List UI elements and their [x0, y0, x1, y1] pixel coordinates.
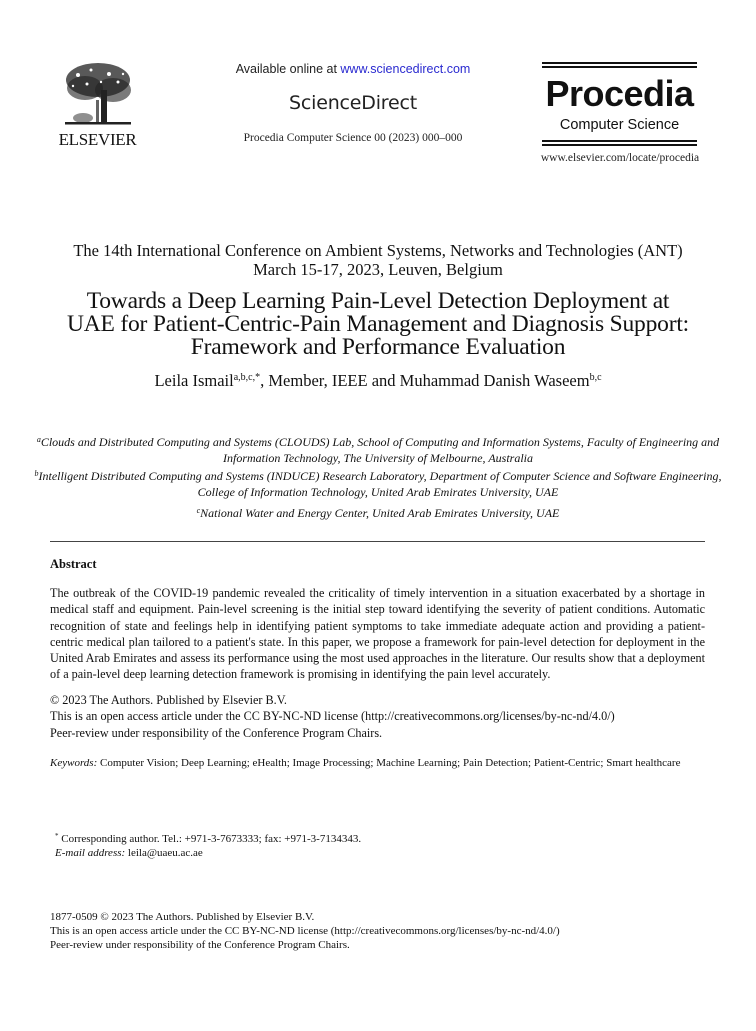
title-line: Towards a Deep Learning Pain-Level Detection Deployment at [86, 288, 670, 314]
author-affiliation-marks: a,b,c,* [233, 372, 261, 383]
footnote-corresponding [55, 829, 555, 846]
author-list [30, 371, 726, 391]
author-list-middle: , Member, IEEE and Muhammad Danish Waseem [260, 371, 590, 390]
affiliation-mark: a [36, 435, 41, 444]
procedia-logo [542, 62, 697, 146]
issn-copyright-line: 1877-0509 © 2023 The Authors. Published by Elsevier B.V. [50, 911, 315, 923]
copyright-line: © 2023 The Authors. Published by Elsevier B.V. [50, 693, 287, 707]
author-affiliation-marks: b,c [589, 372, 602, 383]
peer-review-line: Peer-review under responsibility of the Conference Program Chairs. [50, 725, 383, 740]
procedia-subtitle: Computer Science [559, 117, 680, 133]
keywords-label: Keywords: [50, 757, 98, 769]
keywords-list: Computer Vision; Deep Learning; eHealth; Image Processing; Machine Learning; Pain Detection; Patient-Centric; Smart healthcare [97, 757, 681, 769]
author-name: Leila Ismail [154, 371, 234, 390]
procedia-wordmark: Procedia [545, 73, 694, 114]
sciencedirect-name: ScienceDirect [289, 92, 417, 114]
license-line: This is an open access article under the CC BY-NC-ND license (http://creativecommons.org/licenses/by-nc-nd/4.0/) [50, 709, 615, 724]
tree-logo-icon [63, 60, 133, 128]
footnote-email [55, 846, 555, 860]
logo-rule-bottom [542, 140, 697, 146]
journal-reference: Procedia Computer Science 00 (2023) 000–000 [243, 132, 463, 144]
affiliation-mark: c [196, 506, 201, 515]
license-line: This is an open access article under the CC BY-NC-ND license (http://creativecommons.org/licenses/by-nc-nd/4.0/) [50, 925, 560, 937]
affiliation-text: Intelligent Distributed Computing and Systems (INDUCE) Research Laboratory, Department of Computer Science and Software Engineering, College of Information Technology, United Arab Emirates University, UAE [38, 469, 722, 499]
elsevier-wordmark: ELSEVIER [58, 130, 137, 149]
sciencedirect-link[interactable]: www.sciencedirect.com [340, 62, 471, 76]
title-line: Framework and Performance Evaluation [190, 334, 566, 360]
footnote-contact: Corresponding author. Tel.: +971-3-7673333; fax: +971-3-7134343. [58, 833, 362, 845]
elsevier-logo [50, 60, 145, 150]
email-address: leila@uaeu.ac.ae [125, 847, 203, 859]
affiliation-b [30, 466, 726, 500]
affiliation-text: National Water and Energy Center, United Arab Emirates University, UAE [200, 506, 560, 520]
conference-info [30, 241, 726, 279]
logo-rule-top [542, 62, 697, 68]
peer-review-line: Peer-review under responsibility of the Conference Program Chairs. [50, 939, 350, 951]
affiliations [30, 432, 726, 521]
copyright-block [50, 692, 710, 741]
paper-title [30, 290, 726, 359]
affiliation-a [30, 432, 726, 466]
footnote-mark: * [55, 832, 59, 840]
section-divider [50, 541, 705, 542]
conference-name: The 14th International Conference on Ambient Systems, Networks and Technologies (ANT) [73, 241, 683, 260]
keywords [50, 757, 710, 769]
title-line: UAE for Patient-Centric-Pain Management and Diagnosis Support: [67, 311, 689, 337]
affiliation-mark: b [34, 469, 39, 478]
available-online-label: Available online at [235, 62, 341, 76]
abstract-body: The outbreak of the COVID-19 pandemic revealed the criticality of timely intervention in a situation exacerbated by a shortage in medical staff and equipment. Pain-level screening is the initial step toward identifying the severity of patient conditions. Automatic recognition of state and feelings help in identifying patient symptoms to take immediate adequate action and providing a patient-centric medical plan tailored to a patient's state. In this paper, we propose a framework for pain-level detection for deployment in the United Arab Emirates and assess its performance using the most used approaches in the literature. Our results show that a deployment of a pain-level deep learning detection framework is promising in identifying the pain level accurately. [50, 586, 705, 682]
affiliation-text: Clouds and Distributed Computing and Systems (CLOUDS) Lab, School of Computing and Information Systems, Faculty of Engineering and Information Technology, The University of Melbourne, Australia [40, 435, 720, 465]
email-label: E-mail address: [55, 847, 126, 859]
abstract-heading: Abstract [50, 557, 97, 571]
journal-url: www.elsevier.com/locate/procedia [540, 152, 700, 164]
available-online-line [200, 62, 506, 76]
corresponding-author-footnote [55, 829, 555, 860]
affiliation-c [30, 503, 726, 521]
bottom-publication-notice [50, 910, 650, 952]
conference-date-location: March 15-17, 2023, Leuven, Belgium [253, 260, 503, 279]
